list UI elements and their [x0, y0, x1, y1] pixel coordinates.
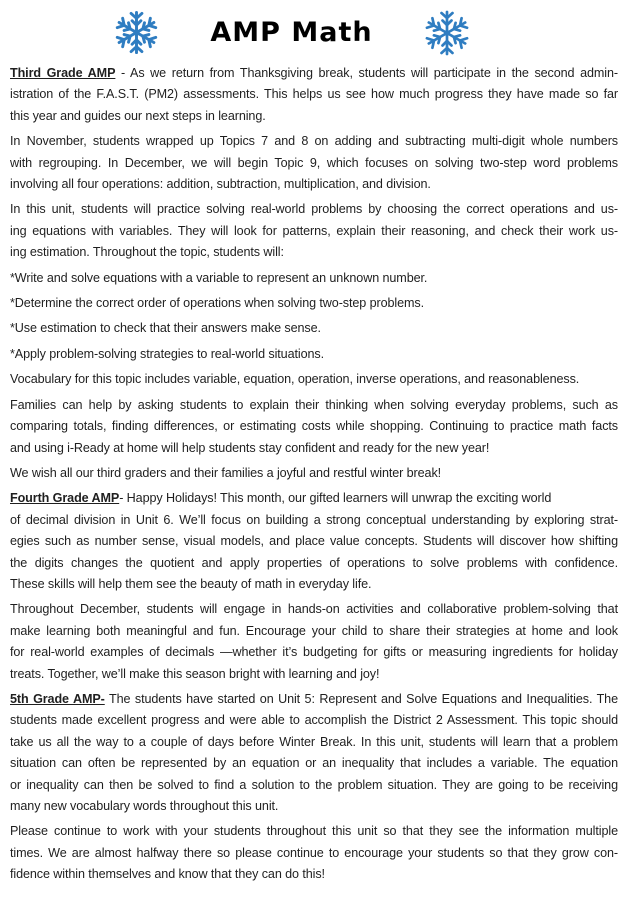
text-line: 5th Grade AMP- The students have started on Unit 5: Represent and Solve Equations and Inequalities. The: [10, 691, 618, 706]
snowflake-icon: [113, 9, 160, 56]
text-line: *Apply problem-solving strategies to real-world situations.: [10, 346, 324, 361]
text-line: In November, students wrapped up Topics 7 and 8 on adding and subtracting multi-digit whole numbers: [10, 134, 618, 149]
paragraph: [10, 293, 618, 314]
text-line: istration of the F.A.S.T. (PM2) assessments. This helps us see how much progress they have made so far: [10, 87, 618, 102]
text-line: treats. Together, we’ll make this season bright with learning and joy!: [10, 666, 380, 681]
text-line: fidence within themselves and know that they can do this!: [10, 867, 325, 882]
text-line: Fourth Grade AMP- Happy Holidays! This month, our gifted learners will unwrap the exciting world: [10, 491, 552, 506]
text-line: make learning both meaningful and fun. Encourage your child to share their strategies at home and look: [10, 623, 618, 638]
paragraph: [10, 344, 618, 365]
paragraph: [10, 488, 618, 595]
snowflake-icon: [423, 9, 471, 57]
text-line: take us all the way to a couple of days before Winter Break. In this unit, students will learn that a problem: [10, 734, 618, 749]
text-line: many new vocabulary words throughout this unit.: [10, 799, 279, 813]
text-line: In this unit, students will practice solving real-world problems by choosing the correct operations and us-: [10, 202, 618, 217]
text-line: ing estimation. Throughout the topic, students will:: [10, 245, 284, 260]
text-line: *Write and solve equations with a variable to represent an unknown number.: [10, 270, 428, 285]
text-line: *Determine the correct order of operations when solving two-step problems.: [10, 296, 424, 311]
text-line: Third Grade AMP - As we return from Thanksgiving break, students will participate in the second admin-: [10, 66, 618, 80]
text-line: comparing totals, finding differences, or estimating costs while shopping. Continuing to practice math facts: [10, 419, 618, 434]
text-line: *Use estimation to check that their answers make sense.: [10, 321, 321, 336]
text-line: times. We are almost halfway there so please continue to encourage your students so that they grow con-: [10, 845, 618, 860]
paragraph: [10, 821, 618, 885]
text-line: We wish all our third graders and their families a joyful and restful winter break!: [10, 465, 442, 480]
text-line: ing equations with variables. They will look for patterns, explain their reasoning, and check their work us-: [10, 223, 618, 238]
text-line: with regrouping. In December, we will begin Topic 9, which focuses on solving two-step word problems: [10, 155, 618, 170]
paragraph: [10, 369, 618, 390]
text-line: These skills will help them see the beauty of math in everyday life.: [10, 576, 372, 591]
text-line: the digits changes the quotient and apply properties of operations to solve problems with confidence.: [10, 555, 618, 570]
text-line: of decimal division in Unit 6. We’ll focus on building a strong conceptual understanding by exploring strat-: [10, 512, 618, 527]
text-line: students made excellent progress and were able to accomplish the District 2 Assessment. This topic should: [10, 713, 618, 728]
paragraph: [10, 689, 618, 817]
section-heading: 5th Grade AMP-: [10, 691, 105, 706]
paragraph: [10, 268, 618, 289]
text-line: this year and guides our next steps in learning.: [10, 108, 266, 123]
section-heading: Third Grade AMP: [10, 66, 116, 80]
text-line: and using i-Ready at home will help students stay confident and ready for the new year!: [10, 440, 490, 455]
text-line: Families can help by asking students to explain their thinking when solving everyday problems, such as: [10, 397, 618, 412]
paragraph: [10, 395, 618, 459]
paragraph: [10, 599, 618, 685]
text-line: situation can often be represented by an equation or an inequality that includes a variable. The equation: [10, 756, 618, 771]
newsletter-body: [0, 60, 626, 886]
paragraph: [10, 131, 618, 195]
text-line: or inequality can then be solved to find a solution to the problem situation. They are going to be receiving: [10, 777, 618, 792]
paragraph: [10, 199, 618, 263]
newsletter-header: [0, 0, 626, 60]
paragraph: [10, 63, 618, 127]
text-line: Throughout December, students will engage in hands-on activities and collaborative problem-solving that: [10, 602, 618, 617]
text-line: egies such as number sense, visual models, and place value concepts. Students will discover how shifting: [10, 534, 618, 549]
text-line: for real-world examples of decimals —whether it’s budgeting for gifts or measuring ingredients for holiday: [10, 645, 618, 660]
text-line: Vocabulary for this topic includes variable, equation, operation, inverse operations, and reasonableness.: [10, 372, 580, 387]
section-heading: Fourth Grade AMP: [10, 491, 120, 506]
text-line: Please continue to work with your students throughout this unit so that they see the information multiple: [10, 824, 618, 839]
paragraph: [10, 318, 618, 339]
text-line: involving all four operations: addition, subtraction, multiplication, and division.: [10, 177, 431, 192]
paragraph: [10, 463, 618, 484]
page-title: AMP Math: [210, 17, 373, 48]
